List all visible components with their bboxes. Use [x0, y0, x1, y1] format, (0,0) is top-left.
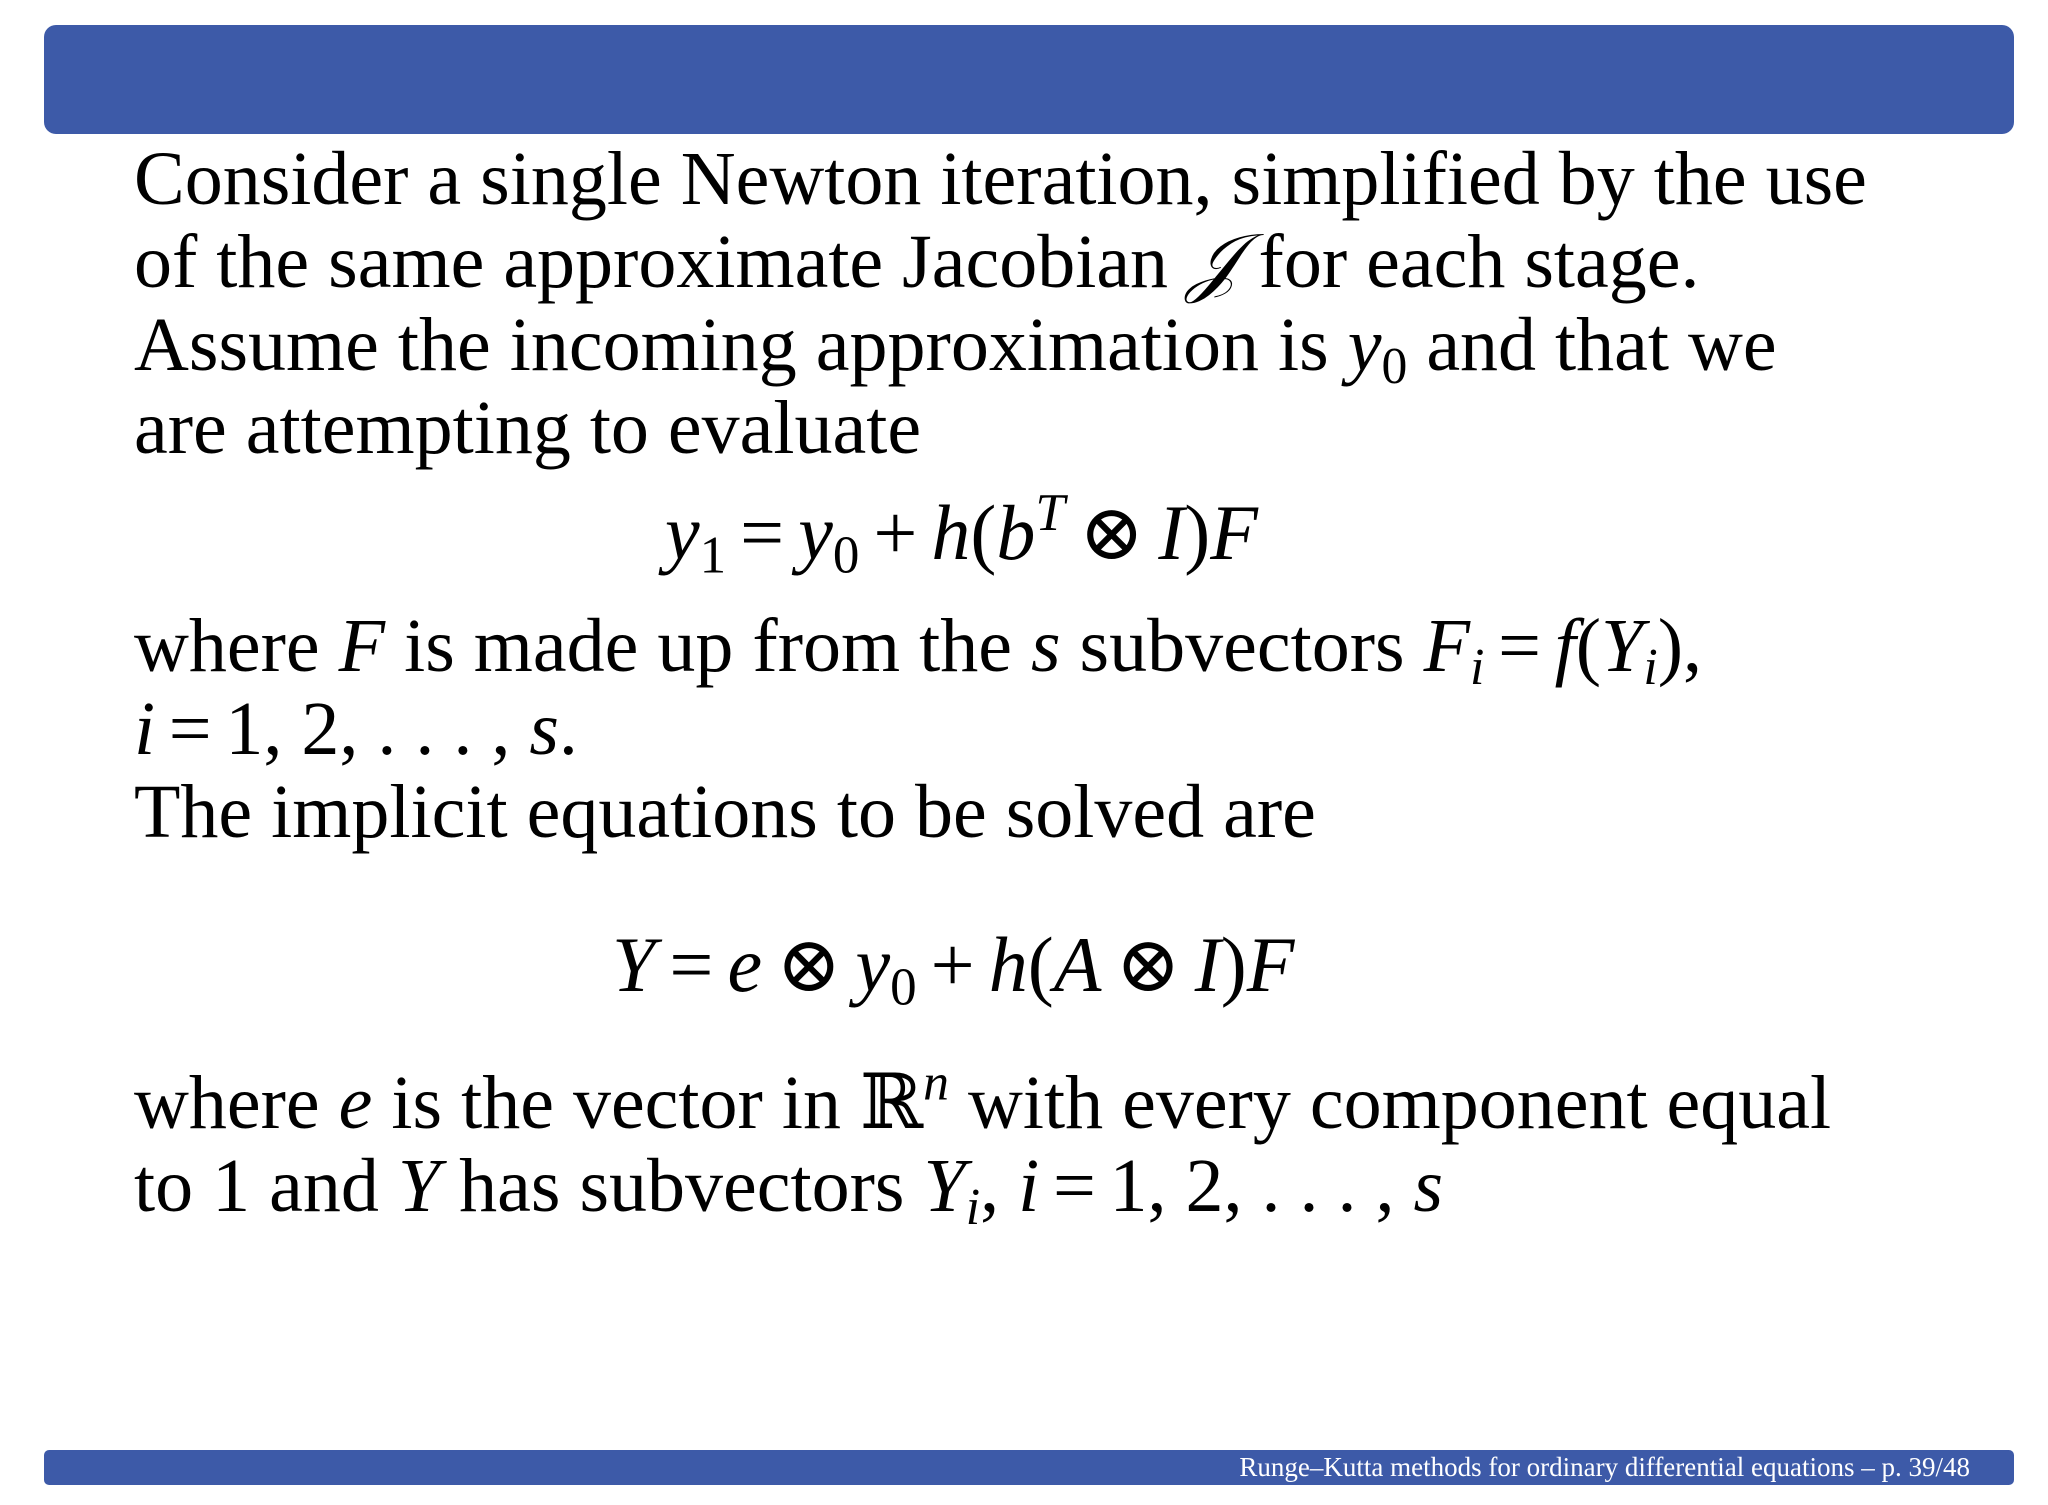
text-line: Assume the incoming approximation is $y_0$ and that we: [134, 303, 1777, 395]
equation-y1: $y_1 = y_0 + h(b^T$ ⊗ I)F: [665, 483, 1258, 585]
paragraph-newton-intro: [134, 138, 1954, 470]
text-line: i = 1, 2, . . . , s.: [134, 687, 578, 771]
text-line: The implicit equations to be solved are: [134, 770, 1316, 854]
text-line: Consider a single Newton iteration, simplified by the use: [134, 137, 1867, 221]
jacobian-symbol: 𝒥: [1187, 220, 1240, 304]
paragraph-vector-e: [134, 1054, 1954, 1236]
slide-footer-bar: [44, 1450, 2014, 1485]
slide-header-bar: [44, 25, 2014, 134]
text-line: to 1 and Y has subvectors Yi, i = 1, 2, . . . , s: [134, 1144, 1444, 1236]
footer-title-page-number: Runge–Kutta methods for ordinary differential equations – p. 39/48: [1239, 1452, 1970, 1482]
equation-implicit: Y = e ⊗ $y_0 + h(A$ ⊗ I)F: [612, 921, 1295, 1017]
text-line: where e is the vector in ℝ$^n$ with every component equal: [134, 1054, 1832, 1145]
text-line: are attempting to evaluate: [134, 386, 922, 470]
text-line: where F is made up from the s subvectors Fi = f(Yi),: [134, 604, 1702, 696]
paragraph-subvectors: [134, 605, 1954, 854]
text-line: of the same approximate Jacobian 𝒥 for each stage.: [134, 220, 1700, 304]
